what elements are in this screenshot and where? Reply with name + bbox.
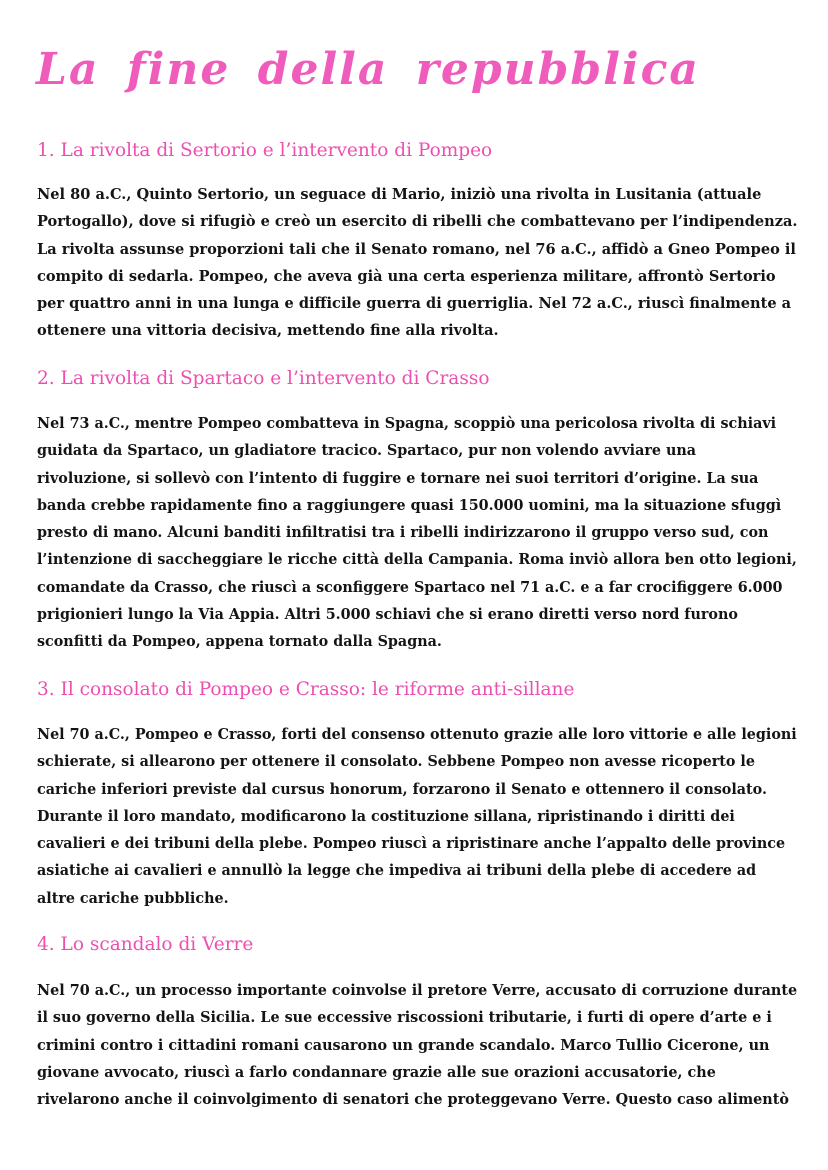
- text-line: cariche inferiori previste dal cursus honorum, forzarono il Senato e ottennero il consolato.: [37, 779, 767, 798]
- section-body-verre: [37, 977, 825, 1113]
- text-line: giovane avvocato, riuscì a farlo condannare grazie alle sue orazioni accusatorie, che: [37, 1062, 716, 1081]
- text-line: Durante il loro mandato, modificarono la costituzione sillana, ripristinando i diritti dei: [37, 806, 735, 825]
- page-title: La fine della repubblica: [36, 44, 700, 95]
- section-heading-sertorio: 1. La rivolta di Sertorio e l’intervento di Pompeo: [37, 140, 493, 161]
- text-line: prigionieri lungo la Via Appia. Altri 5.000 schiavi che si erano diretti verso nord furono: [37, 605, 738, 624]
- text-line: crimini contro i cittadini romani causarono un grande scandalo. Marco Tullio Cicerone, un: [37, 1035, 770, 1054]
- text-line: schierate, si allearono per ottenere il consolato. Sebbene Pompeo non avesse ricoperto le: [37, 752, 755, 771]
- text-line: asiatiche ai cavalieri e annullò la legge che impediva ai tribuni della plebe di accedere ad: [37, 861, 757, 880]
- text-line: Nel 80 a.C., Quinto Sertorio, un seguace di Mario, iniziò una rivolta in Lusitania (attuale: [37, 185, 762, 203]
- text-line: rivelarono anche il coinvolgimento di senatori che proteggevano Verre. Questo caso alimentò: [37, 1090, 789, 1109]
- section-heading-verre: 4. Lo scandalo di Verre: [37, 934, 254, 955]
- text-line: guidata da Spartaco, un gladiatore tracico. Spartaco, pur non volendo avviare una: [37, 441, 697, 460]
- text-line: Portogallo), dove si rifugiò e creò un esercito di ribelli che combattevano per l’indipendenza.: [37, 212, 798, 231]
- text-line: per quattro anni in una lunga e difficile guerra di guerriglia. Nel 72 a.C., riuscì finalmente a: [37, 294, 792, 313]
- text-line: Nel 70 a.C., Pompeo e Crasso, forti del consenso ottenuto grazie alle loro vittorie e alle legioni: [37, 725, 797, 743]
- section-heading-consolato: 3. Il consolato di Pompeo e Crasso: le riforme anti-sillane: [37, 679, 575, 700]
- section-body-sertorio: [37, 181, 815, 345]
- text-line: ottenere una vittoria decisiva, mettendo fine alla rivolta.: [37, 321, 499, 340]
- text-line: banda crebbe rapidamente fino a raggiungere quasi 150.000 uomini, ma la situazione sfuggì: [37, 495, 782, 514]
- section-body-consolato: [37, 721, 828, 912]
- text-line: altre cariche pubbliche.: [37, 888, 229, 907]
- text-line: compito di sedarla. Pompeo, che aveva già una certa esperienza militare, affrontò Sertorio: [37, 266, 776, 285]
- text-line: rivoluzione, si sollevò con l’intento di fuggire e tornare nei suoi territori d’origine. La sua: [37, 468, 759, 487]
- section-body-spartaco: [37, 410, 828, 656]
- text-line: comandate da Crasso, che riuscì a sconfiggere Spartaco nel 71 a.C. e a far crocifiggere 6.000: [37, 577, 783, 596]
- section-heading-spartaco: 2. La rivolta di Spartaco e l’intervento di Crasso: [37, 368, 490, 389]
- text-line: La rivolta assunse proporzioni tali che il Senato romano, nel 76 a.C., affidò a Gneo Pompeo il: [37, 239, 796, 258]
- text-line: l’intenzione di saccheggiare le ricche città della Campania. Roma inviò allora ben otto legioni,: [37, 550, 797, 569]
- text-line: il suo governo della Sicilia. Le sue eccessive riscossioni tributarie, i furti di opere d’arte e i: [37, 1008, 772, 1027]
- text-line: Nel 70 a.C., un processo importante coinvolse il pretore Verre, accusato di corruzione durante: [37, 981, 798, 999]
- text-line: cavalieri e dei tribuni della plebe. Pompeo riuscì a ripristinare anche l’appalto delle province: [37, 834, 786, 853]
- text-line: presto di mano. Alcuni banditi infiltratisi tra i ribelli indirizzarono il gruppo verso sud, con: [37, 523, 769, 542]
- text-line: Nel 73 a.C., mentre Pompeo combatteva in Spagna, scoppiò una pericolosa rivolta di schiavi: [37, 414, 777, 432]
- text-line: sconfitti da Pompeo, appena tornato dalla Spagna.: [37, 632, 442, 651]
